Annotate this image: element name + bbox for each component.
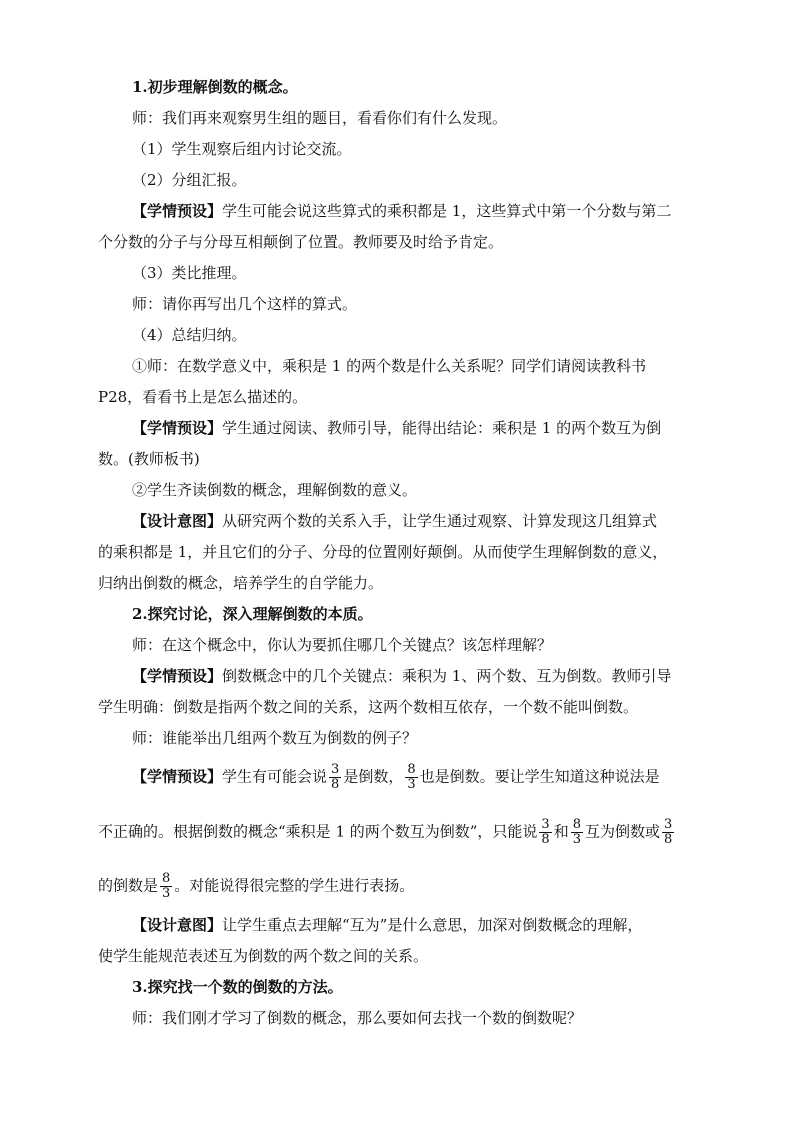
paragraph-continued-fractions [98,872,414,901]
paragraph-continued: 个分数的分子与分母互相颠倒了位置。教师要及时给予肯定。 [98,233,504,251]
text: 互为倒数或 [585,822,661,841]
xueqing-tag: 【学情预设】 [132,767,223,786]
section3-title: 3.探究找一个数的倒数的方法。 [132,978,343,996]
fraction-8-3 [405,763,417,792]
fraction-3-8 [539,818,551,847]
paragraph: 师：谁能举出几组两个数互为倒数的例子？ [132,729,418,747]
paragraph: ②学生齐读倒数的概念，理解倒数的意义。 [132,481,418,499]
xueqing-tag: 【学情预设】 [132,202,223,220]
text: 也是倒数。要让学生知道这种说法是 [419,767,660,786]
paragraph: ①师：在数学意义中，乘积是 1 的两个数是什么关系呢？同学们请阅读教科书 [132,357,647,375]
paragraph: （1）学生观察后组内讨论交流。 [132,140,352,158]
fraction-denominator: 8 [664,832,673,847]
paragraph-continued: 数。(教师板书) [98,450,200,468]
fraction-3-8 [662,818,674,847]
paragraph: （3）类比推理。 [132,264,247,282]
section1-title: 1.初步理解倒数的概念。 [132,78,298,96]
paragraph-continued: 使学生能规范表述互为倒数的两个数之间的关系。 [98,947,429,965]
paragraph: 师：在这个概念中，你认为要抓住哪几个关键点？该怎样理解？ [132,636,553,654]
paragraph: （2）分组汇报。 [132,171,247,189]
xueqing-paragraph [132,200,671,222]
section2-title: 2.探究讨论，深入理解倒数的本质。 [132,605,373,623]
paragraph: （4）总结归纳。 [132,326,247,344]
text: 是倒数， [343,767,404,786]
fraction-numerator: 8 [572,817,581,832]
fraction-numerator: 8 [162,871,171,886]
sheji-tag: 【设计意图】 [132,512,223,530]
text: 学生通过阅读、教师引导，能得出结论：乘积是 1 的两个数互为倒 [222,419,662,437]
fraction-denominator: 8 [541,832,550,847]
fraction-numerator: 3 [331,762,340,777]
fraction-denominator: 3 [572,832,581,847]
paragraph-continued-fractions [98,818,676,847]
fraction-denominator: 3 [407,777,416,792]
text: 学生有可能会说 [222,767,328,786]
xueqing-paragraph [132,665,671,687]
paragraph: 师：我们刚才学习了倒数的概念，那么要如何去找一个数的倒数呢？ [132,1009,583,1027]
paragraph: 师：请你再写出几个这样的算式。 [132,295,358,313]
text: 。对能说得很完整的学生进行表扬。 [174,876,415,895]
text: 不正确的。根据倒数的概念“乘积是 1 的两个数互为倒数”，只能说 [98,822,538,841]
text: 的倒数是 [98,876,159,895]
xueqing-tag: 【学情预设】 [132,419,223,437]
paragraph: 师：我们再来观察男生组的题目，看看你们有什么发现。 [132,109,508,127]
sheji-paragraph [132,510,657,532]
text: 学生可能会说这些算式的乘积都是 1，这些算式中第一个分数与第二 [222,202,672,220]
paragraph-continued: P28，看看书上是怎么描述的。 [98,388,308,406]
text: 和 [553,822,569,841]
xueqing-paragraph [132,417,661,439]
sheji-paragraph [132,914,642,936]
fraction-denominator: 3 [162,886,171,901]
xueqing-paragraph-fractions [132,763,660,792]
fraction-numerator: 3 [664,817,673,832]
paragraph-continued: 归纳出倒数的概念，培养学生的自学能力。 [98,574,384,592]
paragraph-continued: 学生明确：倒数是指两个数之间的关系，这两个数相互依存，一个数不能叫倒数。 [98,698,639,716]
text: 倒数概念中的几个关键点：乘积为 1、两个数、互为倒数。教师引导 [222,667,672,685]
fraction-3-8 [329,763,341,792]
text: 从研究两个数的关系入手，让学生通过观察、计算发现这几组算式 [222,512,658,530]
fraction-denominator: 8 [331,777,340,792]
text: 让学生重点去理解“互为”是什么意思，加深对倒数概念的理解， [222,916,643,934]
fraction-8-3 [571,818,583,847]
sheji-tag: 【设计意图】 [132,916,223,934]
paragraph-continued: 的乘积都是 1，并且它们的分子、分母的位置刚好颠倒。从而使学生理解倒数的意义， [98,543,668,561]
fraction-8-3 [160,872,172,901]
fraction-numerator: 3 [541,817,550,832]
xueqing-tag: 【学情预设】 [132,667,223,685]
fraction-numerator: 8 [407,762,416,777]
